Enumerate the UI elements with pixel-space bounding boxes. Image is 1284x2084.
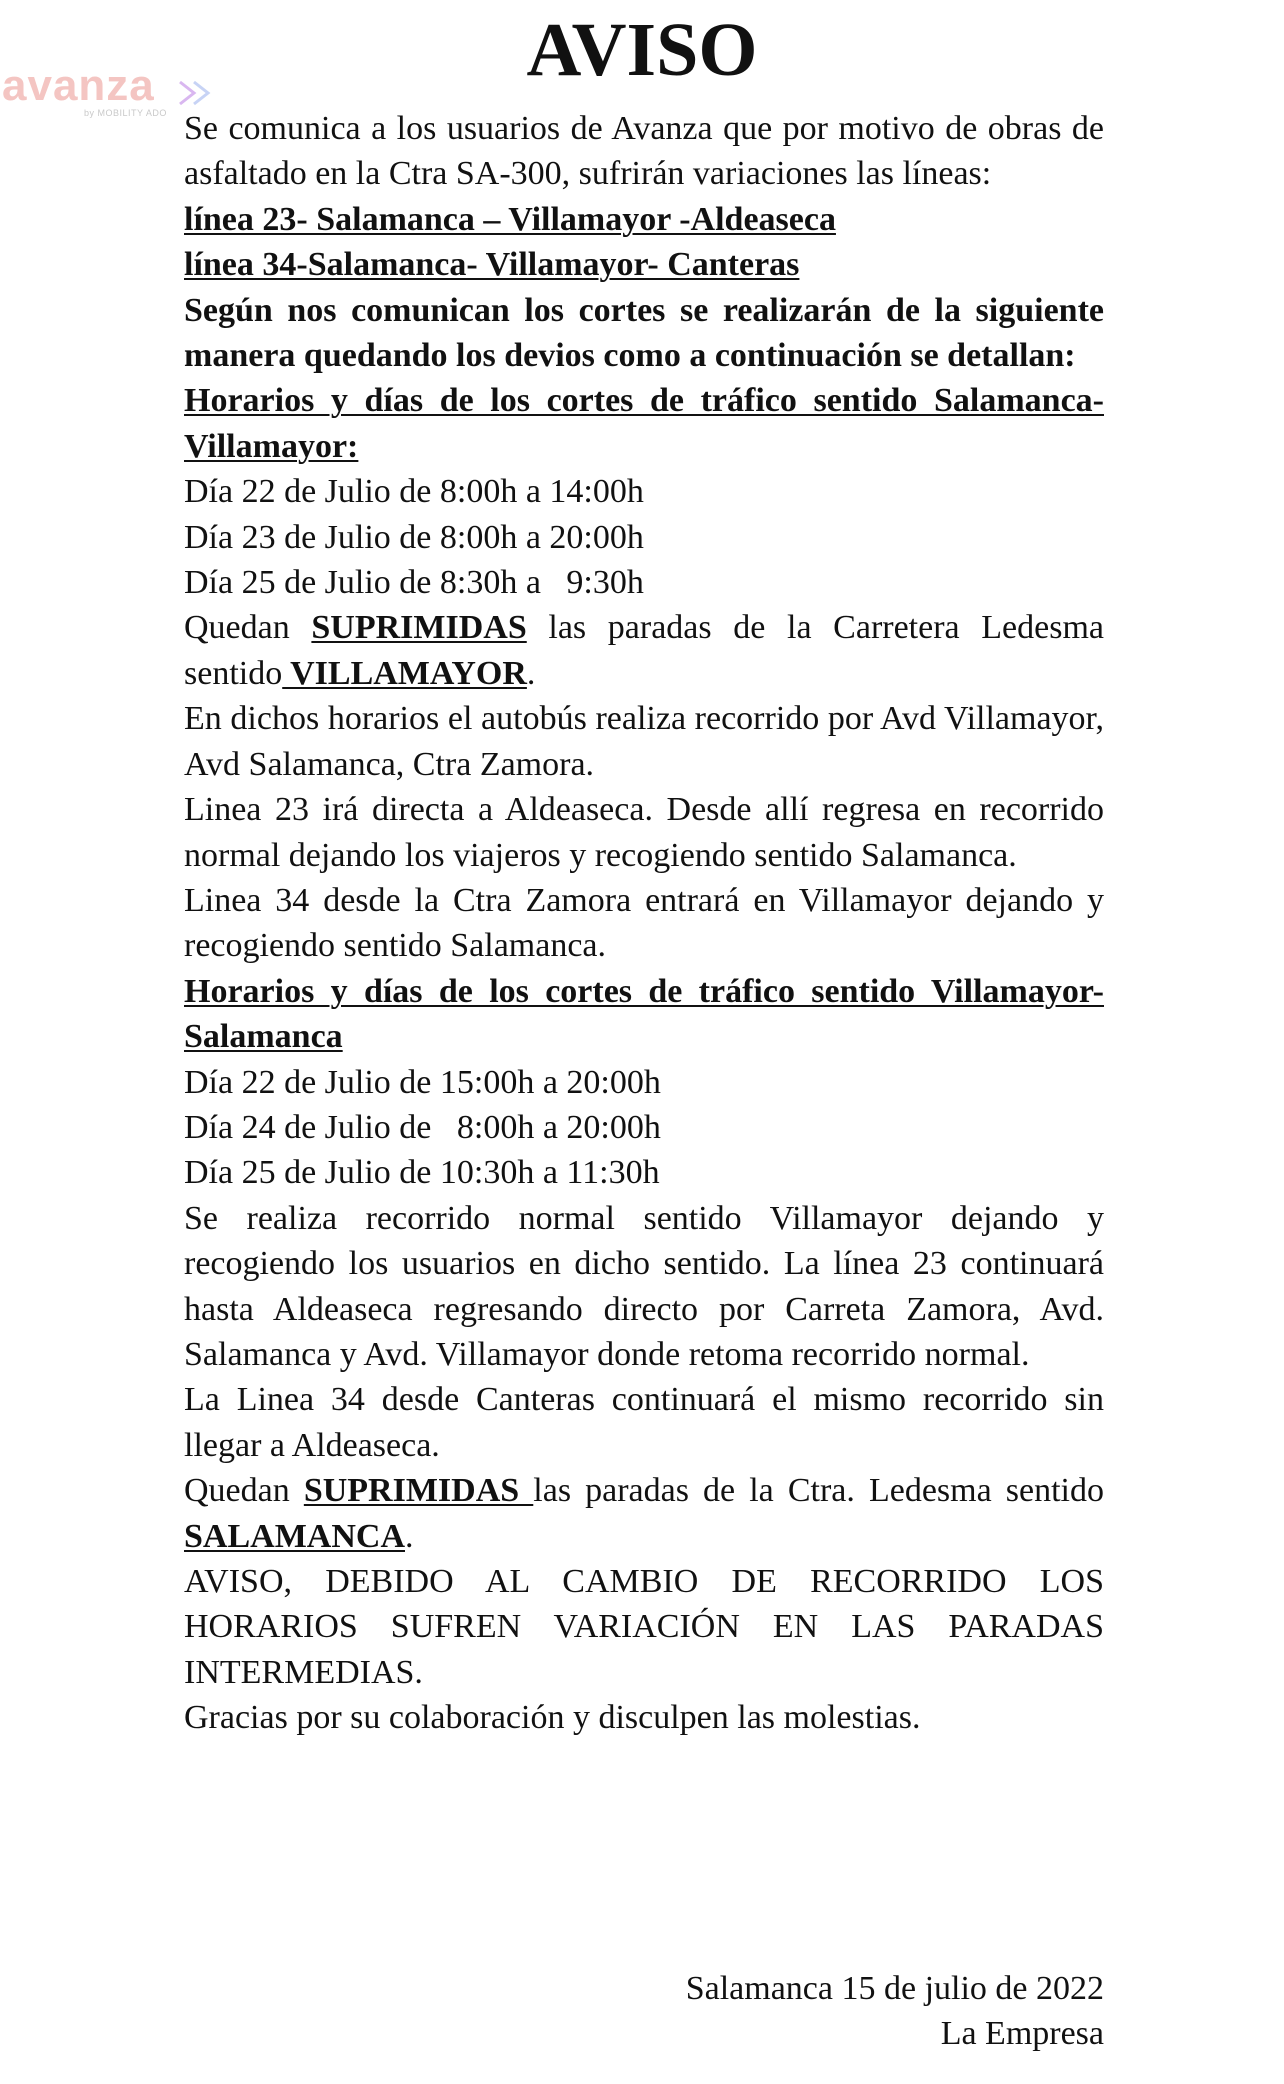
notice-body	[184, 106, 1104, 1741]
section1-heading: Horarios y días de los cortes de tráfico sentido Salamanca- Villamayor:	[184, 382, 1104, 465]
section1-schedule-item: Día 25 de Julio de 8:30h a 9:30h	[184, 564, 644, 602]
logo-subtitle: by MOBILITY ADO	[84, 108, 167, 118]
section2-schedule-item: Día 25 de Julio de 10:30h a 11:30h	[184, 1154, 660, 1192]
section1-paragraph: Linea 23 irá directa a Aldeaseca. Desde allí regresa en recorrido normal dejando los viajeros y recogiendo sentido Salamanca.	[184, 791, 1104, 874]
suppressed-prefix: Quedan	[184, 609, 312, 647]
suppressed-middle: las paradas de la Ctra. Ledesma sentido	[533, 1472, 1104, 1510]
suppressed-prefix: Quedan	[184, 1472, 304, 1510]
suppressed-word: SUPRIMIDAS	[303, 1472, 534, 1510]
section1-schedule-item: Día 22 de Julio de 8:00h a 14:00h	[184, 473, 644, 511]
section2-suppressed-notice	[184, 1468, 1104, 1559]
suppressed-destination: VILLAMAYOR	[282, 654, 527, 692]
signature-block	[686, 1966, 1104, 2057]
thanks-paragraph: Gracias por su colaboración y disculpen las molestias.	[184, 1699, 921, 1737]
company-signature: La Empresa	[940, 2015, 1104, 2053]
affected-line-23: línea 23- Salamanca – Villamayor -Aldeaseca	[184, 200, 836, 238]
cuts-explanation: Según nos comunican los cortes se realizarán de la siguiente manera quedando los devios como a continuación se detallan:	[184, 291, 1104, 375]
logo-brand-text: avanza	[2, 61, 155, 110]
section1-suppressed-notice	[184, 605, 1104, 696]
suppressed-word: SUPRIMIDAS	[311, 609, 527, 647]
section2-heading: Horarios y días de los cortes de tráfico sentido Villamayor-Salamanca	[184, 972, 1104, 1056]
section2-paragraph: La Linea 34 desde Canteras continuará el mismo recorrido sin llegar a Aldeaseca.	[184, 1381, 1104, 1464]
intro-paragraph: Se comunica a los usuarios de Avanza que por motivo de obras de asfaltado en la Ctra SA-300, sufrirán variaciones las líneas:	[184, 110, 1104, 193]
section1-paragraph: En dichos horarios el autobús realiza recorrido por Avd Villamayor, Avd Salamanca, Ctra Zamora.	[184, 700, 1104, 783]
suppressed-destination: SALAMANCA	[184, 1517, 405, 1555]
suppressed-end: .	[405, 1517, 414, 1555]
notice-title: AVISO	[526, 8, 758, 92]
suppressed-middle: las paradas de la Carretera Ledesma sentido	[184, 609, 1104, 692]
section2-schedule-item: Día 24 de Julio de 8:00h a 20:00h	[184, 1108, 661, 1146]
warning-paragraph: AVISO, DEBIDO AL CAMBIO DE RECORRIDO LOS HORARIOS SUFREN VARIACIÓN EN LAS PARADAS INTERMEDIAS.	[184, 1563, 1104, 1691]
suppressed-end: .	[526, 654, 536, 692]
section1-paragraph: Linea 34 desde la Ctra Zamora entrará en Villamayor dejando y recogiendo sentido Salamanca.	[184, 881, 1104, 965]
section2-paragraph: Se realiza recorrido normal sentido Villamayor dejando y recogiendo los usuarios en dicho sentido. La línea 23 continuará hasta Aldeaseca regresando directo por Carreta Zamora, Avd. Salamanca y Avd. Villamayor donde retoma recorrido normal.	[184, 1199, 1104, 1373]
section1-schedule-item: Día 23 de Julio de 8:00h a 20:00h	[184, 518, 644, 556]
affected-line-34: línea 34-Salamanca- Villamayor- Canteras	[184, 246, 800, 284]
section2-schedule-item: Día 22 de Julio de 15:00h a 20:00h	[184, 1063, 661, 1101]
place-date: Salamanca 15 de julio de 2022	[685, 1970, 1104, 2007]
